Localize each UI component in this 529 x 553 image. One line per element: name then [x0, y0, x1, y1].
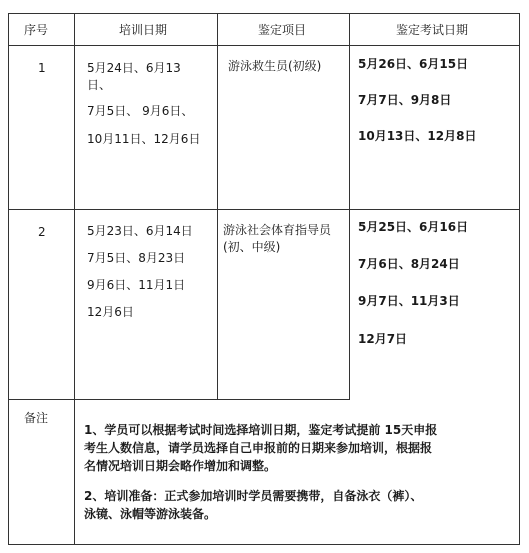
header-no: 序号 — [24, 23, 49, 37]
row1-no: 1 — [38, 61, 46, 75]
row2-exam-line4: 12月7日 — [358, 332, 408, 346]
header-training-date: 培训日期 — [119, 23, 168, 37]
row1-training-line4: 10月11日、12月6日 — [87, 132, 201, 146]
row1-project: 游泳救生员(初级) — [228, 59, 322, 73]
header-project: 鉴定项目 — [258, 23, 307, 37]
row1-training-line2: 日、 — [87, 78, 112, 92]
row1-exam-line2: 7月7日、9月8日 — [358, 93, 452, 107]
col-divider-2 — [217, 13, 218, 400]
row2-exam-line3: 9月7日、11月3日 — [358, 294, 460, 308]
row1-exam-line1: 5月26日、6月15日 — [358, 57, 469, 71]
row2-project-line1: 游泳社会体育指导员 — [223, 223, 332, 237]
row1-exam-line3: 10月13日、12月8日 — [358, 129, 477, 143]
remark-label: 备注 — [24, 411, 49, 425]
row2-exam-line1: 5月25日、6月16日 — [358, 220, 469, 234]
remark-note2-line2: 泳镜、泳帽等游泳装备。 — [84, 507, 217, 521]
row2-training-line3: 9月6日、11月1日 — [87, 278, 186, 292]
table-border-right — [519, 13, 520, 545]
row1-divider — [8, 209, 519, 210]
remark-note1-line3: 名情况培训日期会略作增加和调整。 — [84, 459, 277, 473]
row2-project-line2: (初、中级) — [223, 240, 281, 254]
col-divider-1 — [74, 13, 75, 545]
table-border-bottom — [8, 544, 519, 545]
table-border-top — [8, 13, 519, 14]
row2-training-line2: 7月5日、8月23日 — [87, 251, 186, 265]
header-divider — [8, 45, 519, 46]
remark-note1-line1: 1、学员可以根据考试时间选择培训日期，鉴定考试提前 15天申报 — [84, 423, 438, 437]
col-divider-3 — [349, 13, 350, 400]
row1-training-line1: 5月24日、6月13 — [87, 61, 181, 75]
row2-training-line4: 12月6日 — [87, 305, 134, 319]
remark-note1-line2: 考生人数信息，请学员选择自己申报前的日期来参加培训，根据报 — [84, 441, 433, 455]
header-exam-date: 鉴定考试日期 — [396, 23, 469, 37]
row2-no: 2 — [38, 225, 46, 239]
remark-note2-line1: 2、培训准备：正式参加培训时学员需要携带，自备泳衣（裤）、 — [84, 489, 423, 503]
row2-training-line1: 5月23日、6月14日 — [87, 224, 193, 238]
row2-exam-line2: 7月6日、8月24日 — [358, 257, 460, 271]
table-border-left — [8, 13, 9, 545]
row2-divider — [8, 399, 349, 400]
row1-training-line3: 7月5日、 9月6日、 — [87, 104, 194, 118]
